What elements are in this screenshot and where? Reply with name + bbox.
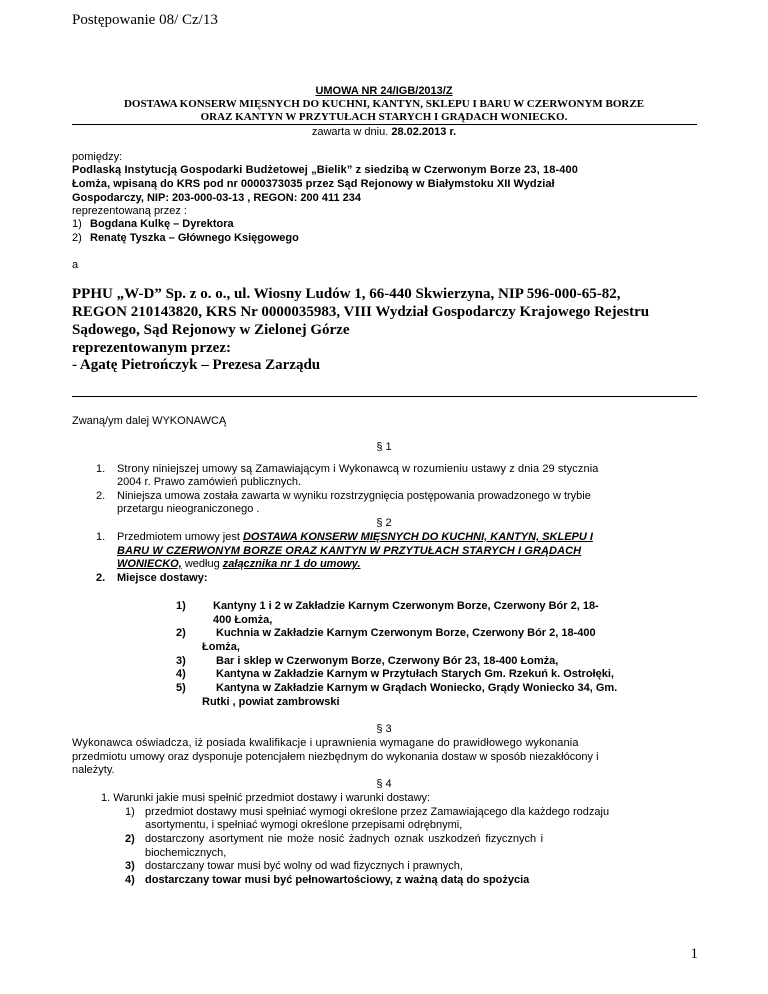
- document-reference: Postępowanie 08/ Cz/13: [72, 12, 218, 28]
- s4-item-4-number: 4): [125, 874, 135, 886]
- contract-number: UMOWA NR 24/IGB/2013/Z: [315, 85, 453, 97]
- s1-p2-line-2: przetargu nieograniczonego .: [117, 503, 260, 515]
- representative-2: Renatę Tyszka – Głównego Księgowego: [90, 232, 299, 244]
- party-divider: [72, 396, 697, 397]
- party2-line-5: - Agatę Pietrończyk – Prezesa Zarządu: [72, 357, 321, 373]
- s4-item-3: dostarczany towar musi być wolny od wad fizycznych i prawnych,: [145, 860, 463, 872]
- s4-intro: 1. Warunki jakie musi spełnić przedmiot dostawy i warunki dostawy:: [101, 792, 431, 804]
- rep2-number: 2): [72, 232, 82, 244]
- s2-p2-number: 2.: [96, 572, 106, 584]
- contractor-label: Zwaną/ym dalej WYKONAWCĄ: [72, 415, 227, 427]
- s3-line-1: Wykonawca oświadcza, iż posiada kwalifikacje i uprawnienia wymagane do prawidłowego wykonania: [72, 737, 579, 749]
- s2-p1-number: 1.: [96, 531, 106, 543]
- contract-subject-line-1: DOSTAWA KONSERW MIĘSNYCH DO KUCHNI, KANTYN, SKLEPU I BARU W CZERWONYM BORZE: [123, 98, 645, 110]
- place-5-line-1: Kantyna w Zakładzie Karnym w Grądach Woniecko, Grądy Woniecko 34, Gm.: [216, 682, 618, 694]
- place-3-line-1: Bar i sklep w Czerwonym Borze, Czerwony Bór 23, 18-400 Łomża,: [216, 655, 559, 667]
- s1-p1-number: 1.: [96, 463, 106, 475]
- s2-p1-prefix: Przedmiotem umowy jest: [117, 531, 243, 543]
- s2-subject-bold-2: BARU W CZERWONYM BORZE ORAZ KANTYN W PRZYTUŁACH STARYCH I GRĄDACH: [117, 545, 582, 557]
- place-5-number: 5): [176, 682, 186, 694]
- place-5-line-2: Rutki , powiat zambrowski: [202, 696, 340, 708]
- rep1-number: 1): [72, 218, 82, 230]
- between-label: pomiędzy:: [72, 151, 123, 163]
- s2-subject-bold-3: WONIECKO,: [117, 558, 182, 570]
- place-1-number: 1): [176, 600, 186, 612]
- annex-reference: załącznika nr 1 do umowy.: [222, 558, 361, 570]
- place-2-line-1: Kuchnia w Zakładzie Karnym Czerwonym Borze, Czerwony Bór 2, 18-400: [216, 627, 596, 639]
- contract-subject-line-2: ORAZ KANTYN W PRZYTUŁACH STARYCH I GRĄDACH WONIECKO.: [200, 111, 568, 123]
- party1-line-3: Gospodarczy, NIP: 203-000-03-13 , REGON: 200 411 234: [72, 192, 361, 204]
- s2-subject-bold-1: DOSTAWA KONSERW MIĘSNYCH DO KUCHNI, KANTYN, SKLEPU I: [242, 531, 593, 543]
- place-4-line-1: Kantyna w Zakładzie Karnym w Przytułach Starych Gm. Rzekuń k. Ostrołęki,: [216, 668, 614, 680]
- s4-item-1-line-2: asortymentu, i spełniać wymogi określone przepisami odrębnymi,: [145, 819, 463, 831]
- section-3-heading: § 3: [376, 723, 392, 735]
- s3-line-2: przedmiotu umowy oraz dysponuje potencjałem niezbędnym do wykonania dostaw w sposób niezakłócony i: [72, 751, 599, 763]
- place-2-number: 2): [176, 627, 186, 639]
- s2-p1-line-3: [117, 558, 361, 570]
- party2-line-1: PPHU „W-D” Sp. z o. o., ul. Wiosny Ludów 1, 66-440 Skwierzyna, NIP 596-000-65-82,: [72, 286, 621, 302]
- section-4-heading: § 4: [376, 778, 392, 790]
- place-3-number: 3): [176, 655, 186, 667]
- s4-item-2-line-2: biochemicznych,: [145, 847, 227, 859]
- s4-item-1-line-1: przedmiot dostawy musi spełniać wymogi określone przez Zamawiającego dla każdego rodzaju: [145, 806, 610, 818]
- delivery-place-label: Miejsce dostawy:: [117, 572, 208, 584]
- party1-line-2: Łomża, wpisaną do KRS pod nr 0000373035 przez Sąd Rejonowy w Białymstoku XII Wydział: [72, 178, 555, 190]
- s4-item-2-line-1: dostarczony asortyment nie może nosić żadnych oznak uszkodzeń fizycznych i: [145, 833, 544, 845]
- party2-line-2: REGON 210143820, KRS Nr 0000035983, VIII Wydział Gospodarczy Krajowego Rejestru: [72, 304, 650, 320]
- s4-item-4: dostarczany towar musi być pełnowartościowy, z ważną datą do spożycia: [145, 874, 530, 886]
- party2-line-3: Sądowego, Sąd Rejonowy w Zielonej Górze: [72, 322, 350, 338]
- place-2-line-2: Łomża,: [202, 641, 240, 653]
- s1-p1-line-2: 2004 r. Prawo zamówień publicznych.: [117, 476, 302, 488]
- title-divider: [72, 124, 697, 125]
- party2-line-4: reprezentowanym przez:: [72, 340, 231, 356]
- concluded-date-line: [0, 126, 768, 138]
- s1-p2-line-1: Niniejsza umowa została zawarta w wyniku rozstrzygnięcia postępowania prowadzonego w trybie: [117, 490, 591, 502]
- concluded-date: 28.02.2013 r.: [391, 126, 457, 138]
- representative-1: Bogdana Kulkę – Dyrektora: [90, 218, 234, 230]
- place-1-line-1: Kantyny 1 i 2 w Zakładzie Karnym Czerwonym Borze, Czerwony Bór 2, 18-: [213, 600, 599, 612]
- party1-line-1: Podlaską Instytucją Gospodarki Budżetowej „Bielik” z siedzibą w Czerwonym Borze 23, 18-400: [72, 164, 578, 176]
- s3-line-3: należyty.: [72, 764, 115, 776]
- represented-by-label: reprezentowaną przez :: [72, 205, 187, 217]
- conjunction: a: [72, 259, 79, 271]
- s1-p1-line-1: Strony niniejszej umowy są Zamawiającym i Wykonawcą w rozumieniu ustawy z dnia 29 stycznia: [117, 463, 599, 475]
- section-1-heading: § 1: [376, 441, 392, 453]
- place-1-line-2: 400 Łomża,: [213, 614, 273, 626]
- s2-p1-mid: według: [181, 558, 223, 570]
- s4-item-2-number: 2): [125, 833, 135, 845]
- s2-p1-line-1: [117, 531, 593, 543]
- s4-item-3-number: 3): [125, 860, 135, 872]
- page-number: 1: [690, 946, 698, 962]
- s1-p2-number: 2.: [96, 490, 106, 502]
- place-4-number: 4): [176, 668, 186, 680]
- concluded-prefix: zawarta w dniu.: [311, 126, 389, 138]
- section-2-heading: § 2: [376, 517, 392, 529]
- s4-item-1-number: 1): [125, 806, 135, 818]
